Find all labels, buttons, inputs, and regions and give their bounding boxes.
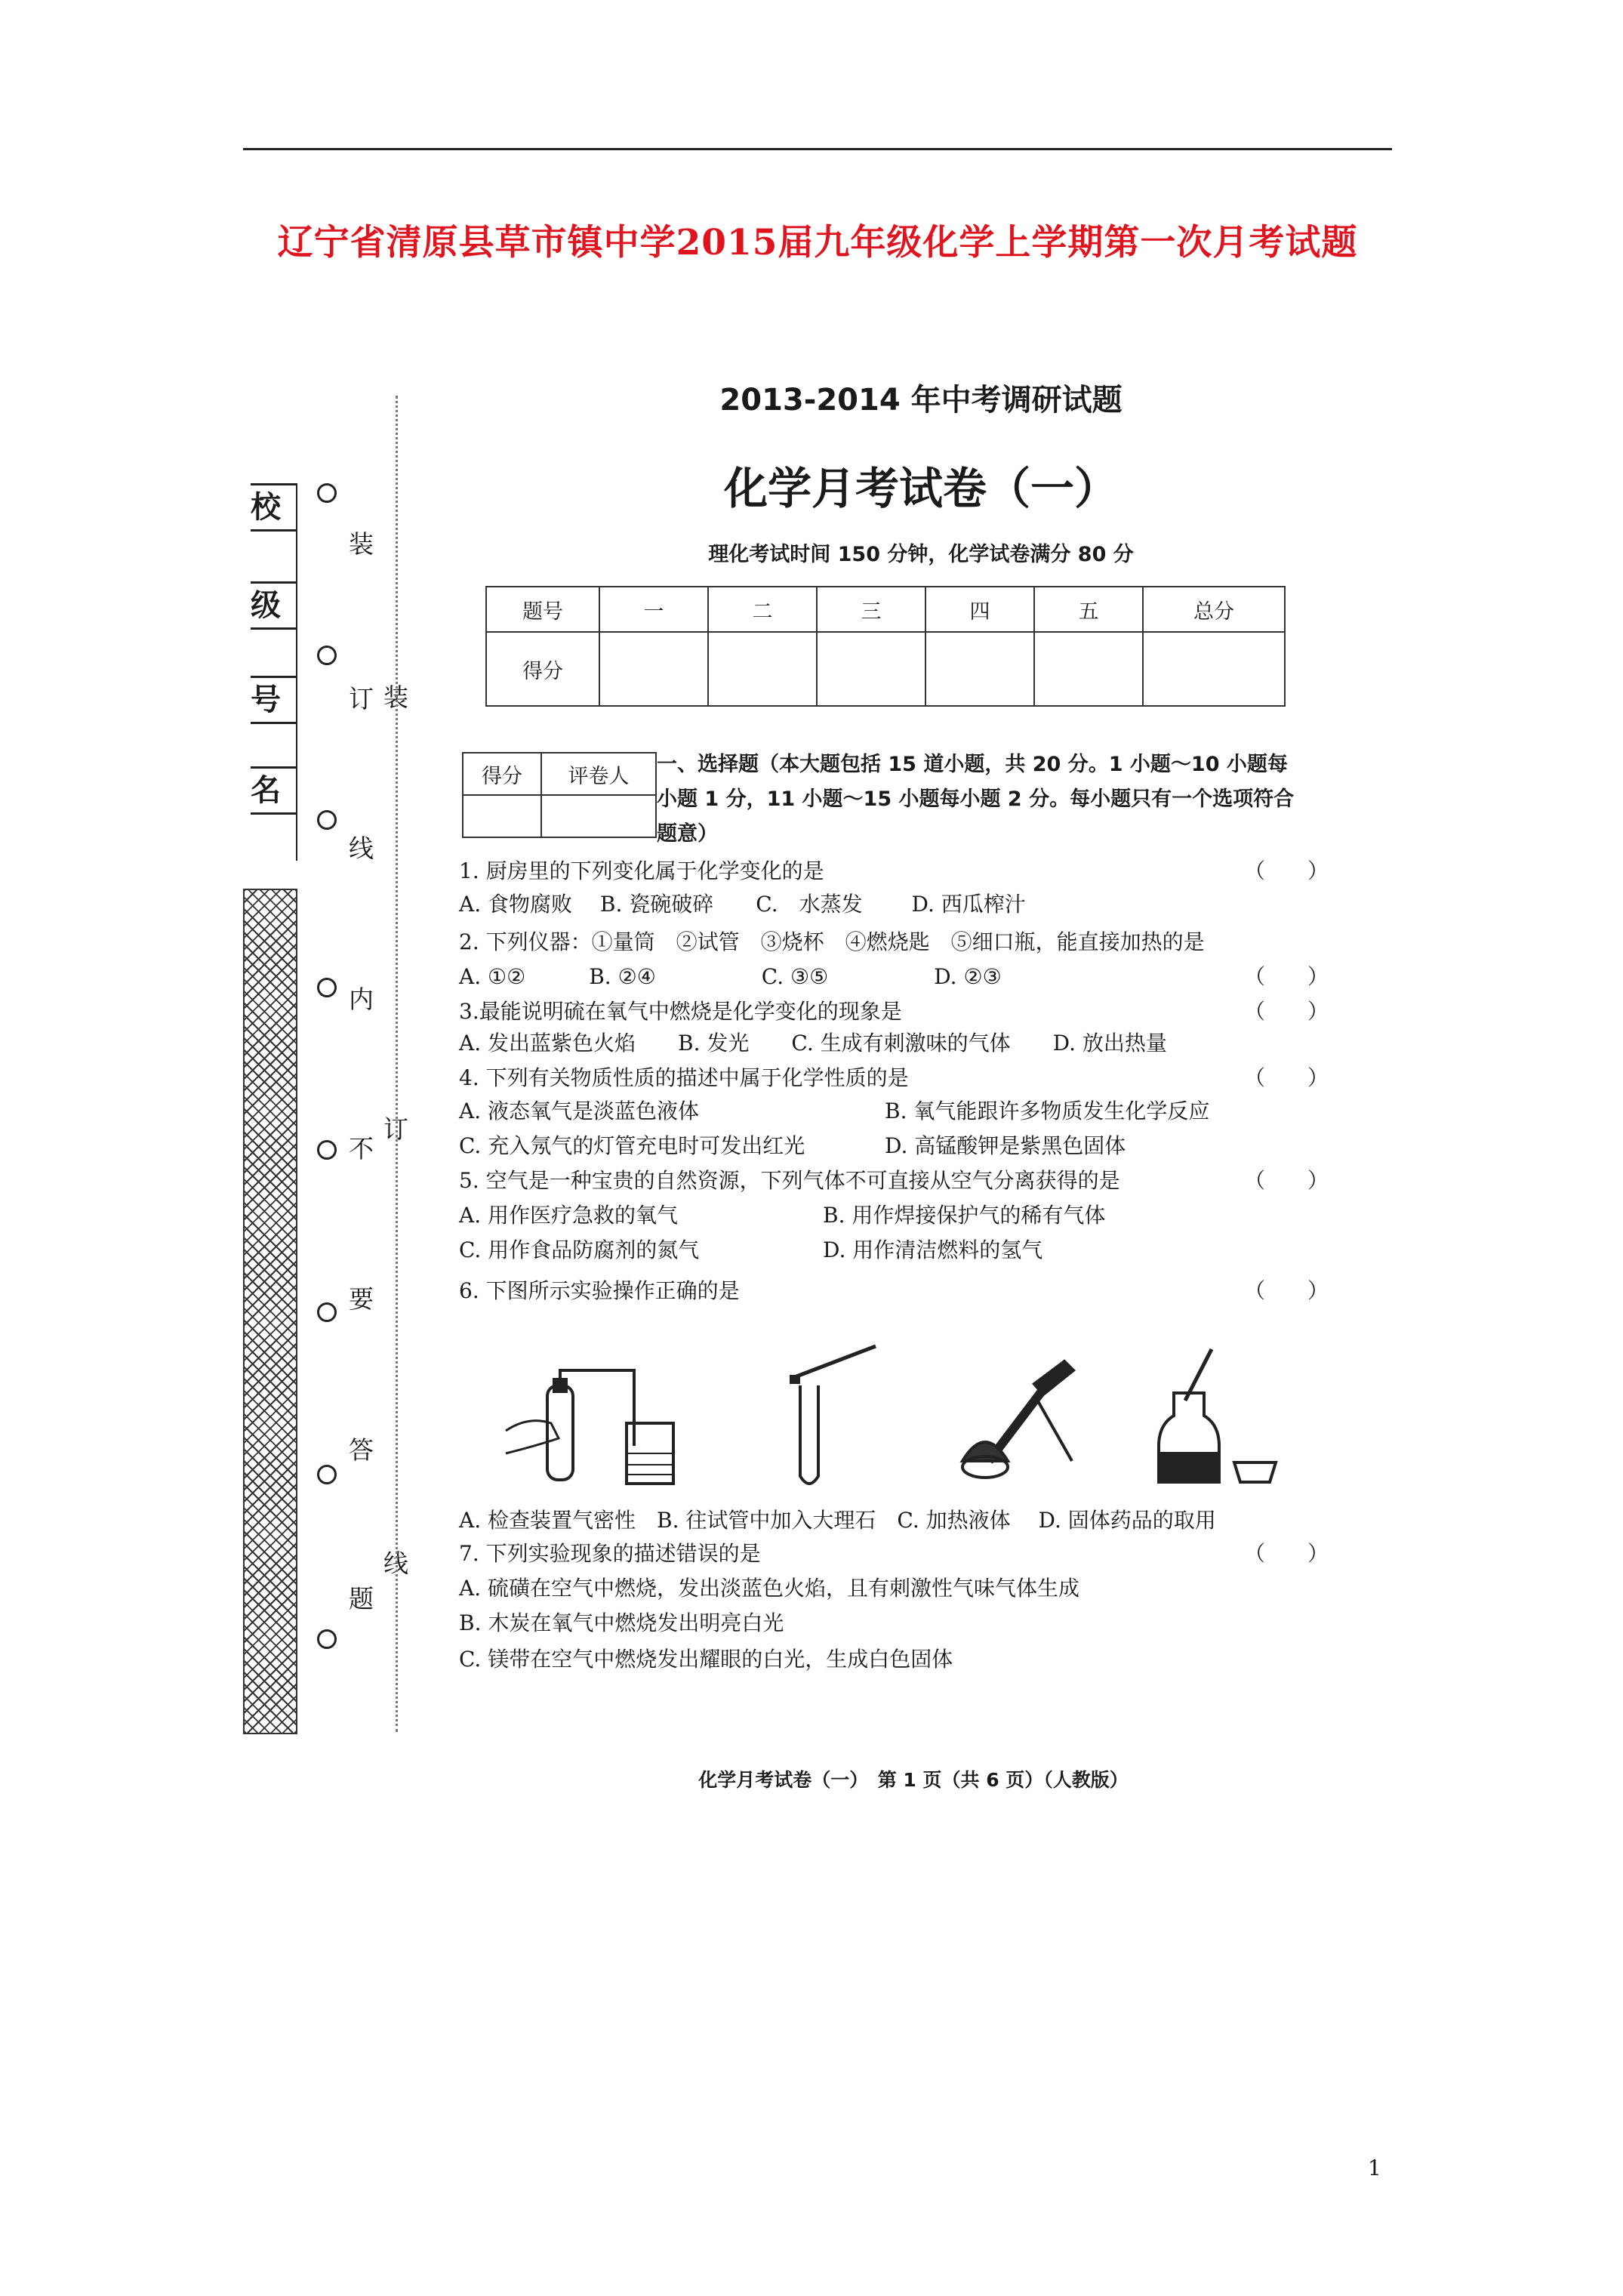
score-header-cell: 题号: [486, 587, 599, 632]
answer-paren: （ ）: [1244, 1278, 1329, 1303]
question-option: A. 检查装置气密性 B. 往试管中加入大理石 C. 加热液体 D. 固体药品的取用: [459, 1508, 1216, 1533]
answer-paren: （ ）: [1244, 858, 1329, 883]
margin-char: 题: [349, 1584, 374, 1613]
question-stem: 7. 下列实验现象的描述错误的是: [459, 1541, 761, 1566]
question-stem: 6. 下图所示实验操作正确的是: [459, 1278, 740, 1303]
section-intro: 一、选择题（本大题包括 15 道小题，共 20 分。1 小题～10 小题每: [657, 753, 1288, 776]
answer-paren: （ ）: [1244, 1168, 1329, 1193]
score-cell: [599, 632, 708, 706]
question-option: C. 充入氖气的灯管充电时可发出红光: [459, 1133, 805, 1158]
exam-title: 化学月考试卷（一）: [723, 463, 1118, 514]
page-number: 1: [1368, 2156, 1381, 2180]
side-label-name: 名: [251, 766, 296, 815]
question-option: D. 高锰酸钾是紫黑色固体: [885, 1133, 1126, 1158]
binding-hole: [317, 483, 337, 503]
answer-paren: （ ）: [1244, 964, 1329, 989]
grader-cell: [463, 795, 541, 837]
score-header-cell: 一: [599, 587, 708, 632]
margin-char: 线: [383, 1549, 408, 1578]
margin-char: 答: [349, 1435, 374, 1465]
question-option: A. ①② B. ②④ C. ③⑤ D. ②③: [459, 964, 1002, 989]
margin-char: 订: [349, 684, 374, 713]
score-header-cell: 四: [925, 587, 1034, 632]
question-option: A. 用作医疗急救的氧气: [459, 1203, 679, 1228]
side-label-school: 校: [251, 483, 296, 532]
question-option: C. 镁带在空气中燃烧发出耀眼的白光，生成白色固体: [459, 1647, 953, 1672]
margin-char: 内: [349, 985, 374, 1014]
answer-paren: （ ）: [1244, 1541, 1329, 1566]
binding-hole: [317, 1629, 337, 1649]
question-stem: 5. 空气是一种宝贵的自然资源，下列气体不可直接从空气分离获得的是: [459, 1168, 1120, 1193]
side-label-number: 号: [251, 676, 296, 724]
binding-hole: [317, 810, 337, 830]
lab-illustrations: [491, 1340, 1359, 1491]
binding-dotted-line: [396, 396, 398, 1732]
score-cell: [817, 632, 925, 706]
margin-char: 装: [383, 683, 408, 712]
question-option: A. 硫磺在空气中燃烧，发出淡蓝色火焰，且有刺激性气味气体生成: [459, 1576, 1080, 1601]
score-row-label: 得分: [486, 632, 599, 706]
question-stem: 1. 厨房里的下列变化属于化学变化的是: [459, 858, 824, 883]
grader-header-cell: 得分: [463, 753, 541, 795]
question-option: B. 氧气能跟许多物质发生化学反应: [885, 1099, 1210, 1123]
score-cell: [1143, 632, 1285, 706]
binding-hole: [317, 1302, 337, 1322]
side-label-grade: 级: [251, 581, 296, 630]
score-header-cell: 五: [1034, 587, 1143, 632]
question-option: A. 液态氧气是淡蓝色液体: [459, 1099, 700, 1123]
test-tube-illustration: [791, 1346, 876, 1484]
document-title: 辽宁省清原县草市镇中学2015届九年级化学上学期第一次月考试题: [277, 222, 1358, 264]
section-intro: 小题 1 分，11 小题～15 小题每小题 2 分。每小题只有一个选项符合: [657, 787, 1295, 811]
margin-char: 要: [349, 1284, 374, 1314]
binding-hole: [317, 646, 337, 665]
score-header-cell: 三: [817, 587, 925, 632]
question-option: B. 用作焊接保护气的稀有气体: [823, 1203, 1106, 1228]
question-stem: 3.最能说明硫在氧气中燃烧是化学变化的现象是: [459, 999, 902, 1024]
solid-reagent-illustration: [1159, 1349, 1276, 1482]
question-option: C. 用作食品防腐剂的氮气: [459, 1237, 700, 1262]
margin-char: 线: [349, 834, 374, 863]
heating-liquid-illustration: [962, 1361, 1073, 1478]
score-header-cell: 二: [708, 587, 817, 632]
question-option: A. 发出蓝紫色火焰 B. 发光 C. 生成有刺激味的气体 D. 放出热量: [459, 1031, 1167, 1056]
margin-char: 装: [349, 529, 374, 559]
answer-paren: （ ）: [1244, 1065, 1329, 1090]
exam-subtitle: 理化考试时间 150 分钟，化学试卷满分 80 分: [708, 543, 1134, 566]
side-divider: [296, 483, 297, 861]
question-stem: 2. 下列仪器：①量筒 ②试管 ③烧杯 ④燃烧匙 ⑤细口瓶，能直接加热的是: [459, 929, 1205, 954]
question-option: A. 食物腐败 B. 瓷碗破碎 C. 水蒸发 D. 西瓜榨汁: [459, 892, 1026, 917]
score-header-cell: 总分: [1143, 587, 1285, 632]
grader-header-cell: 评卷人: [541, 753, 656, 795]
binding-hole: [317, 1465, 337, 1484]
margin-char: 不: [349, 1134, 374, 1163]
section-intro: 题意）: [657, 822, 718, 846]
hatched-binding-strip: [243, 889, 297, 1734]
score-cell: [1034, 632, 1143, 706]
score-table: [485, 586, 1286, 707]
top-rule: [243, 148, 1392, 150]
score-cell: [708, 632, 817, 706]
grader-table: [462, 752, 657, 838]
airtightness-check-illustration: [506, 1370, 673, 1484]
exam-footer: 化学月考试卷（一） 第 1 页（共 6 页）（人教版）: [698, 1769, 1129, 1791]
answer-paren: （ ）: [1244, 999, 1329, 1024]
question-option: B. 木炭在氧气中燃烧发出明亮白光: [459, 1610, 784, 1635]
question-option: D. 用作清洁燃料的氢气: [823, 1237, 1043, 1262]
margin-char: 订: [383, 1114, 408, 1144]
score-cell: [925, 632, 1034, 706]
binding-hole: [317, 978, 337, 997]
exam-header: 2013-2014 年中考调研试题: [719, 383, 1123, 418]
question-stem: 4. 下列有关物质性质的描述中属于化学性质的是: [459, 1065, 909, 1090]
binding-hole: [317, 1140, 337, 1160]
grader-cell: [541, 795, 656, 837]
